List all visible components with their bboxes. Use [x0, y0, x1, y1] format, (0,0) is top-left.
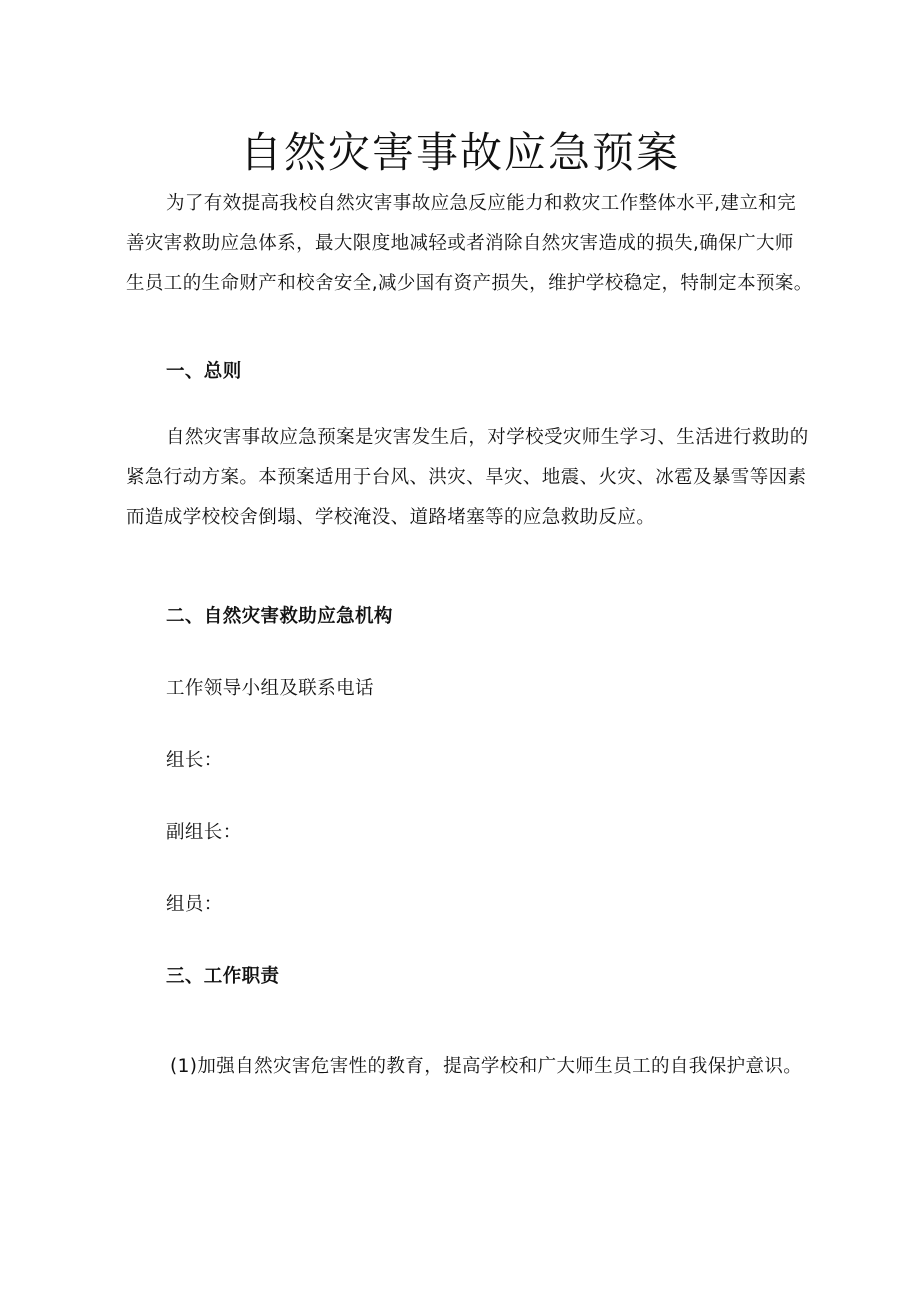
section-heading: 二、自然灾害救助应急机构 [166, 606, 393, 627]
section-heading: 一、总则 [166, 361, 242, 382]
subheading: 工作领导小组及联系电话 [166, 678, 374, 699]
section1-paragraph [126, 418, 809, 538]
intro-line: 生员工的生命财产和校舍安全,减少国有资产损失，维护学校稳定，特制定本预案。 [126, 273, 813, 294]
intro-paragraph [126, 184, 813, 304]
duty-item: (1)加强自然灾害危害性的教育，提高学校和广大师生员工的自我保护意识。 [170, 1056, 803, 1077]
section1-line: 自然灾害事故应急预案是灾害发生后，对学校受灾师生学习、生活进行救助的 [166, 427, 809, 448]
section1-line: 而造成学校校舍倒塌、学校淹没、道路堵塞等的应急救助反应。 [126, 507, 656, 528]
section-heading: 三、工作职责 [166, 966, 280, 987]
document-title: 自然灾害事故应急预案 [239, 128, 680, 177]
intro-line: 善灾害救助应急体系，最大限度地减轻或者消除自然灾害造成的损失,确保广大师 [126, 233, 794, 254]
intro-line: 为了有效提高我校自然灾害事故应急反应能力和救灾工作整体水平,建立和完 [166, 193, 796, 214]
section1-line: 紧急行动方案。本预案适用于台风、洪灾、旱灾、地震、火灾、冰雹及暴雪等因素 [126, 467, 807, 488]
deputy-label: 副组长： [166, 822, 242, 843]
leader-label: 组长： [166, 750, 223, 771]
members-label: 组员： [166, 894, 223, 915]
